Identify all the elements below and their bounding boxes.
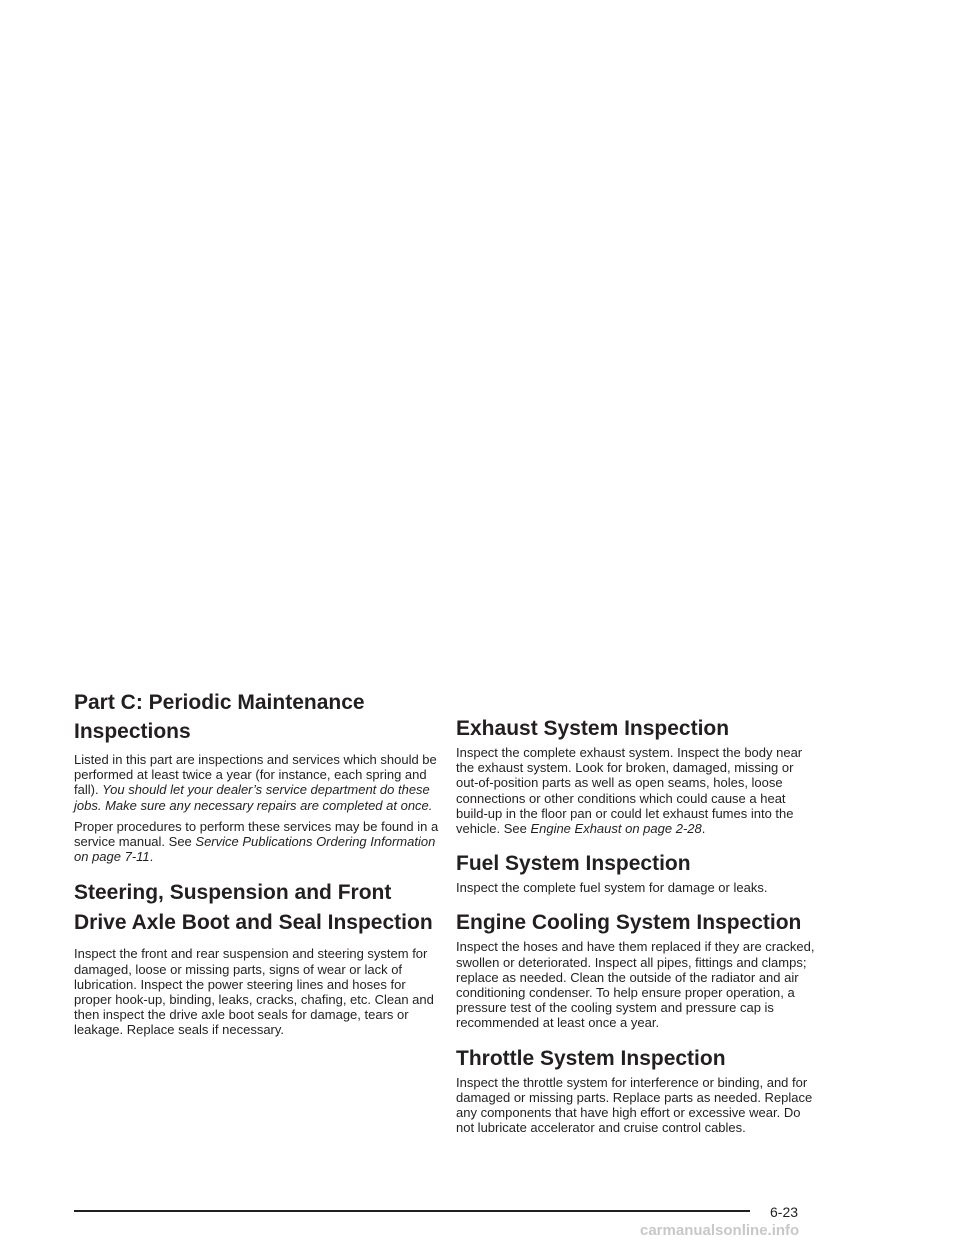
- fuel-heading: Fuel System Inspection: [456, 852, 691, 876]
- intro-paragraph: Listed in this part are inspections and services which should be performed at least twice a year (for instance, each spring and fall). You should let your dealer’s service department do these jobs. Make sure any necessary repairs are completed at once.: [74, 752, 437, 813]
- exhaust-paragraph: Inspect the complete exhaust system. Inspect the body near the exhaust system. Look for broken, damaged, missing or out-of-position parts as well as open seams, holes, loose connections or other conditions which could cause a heat build-up in the floor pan or could let exhaust fumes into the vehicle. See Engine Exhaust on page 2-28.: [456, 745, 803, 837]
- right-column: [456, 717, 818, 1141]
- watermark: carmanualsonline.info: [640, 1222, 800, 1239]
- exhaust-heading: Exhaust System Inspection: [456, 717, 730, 740]
- steering-paragraph: Inspect the front and rear suspension and steering system for damaged, loose or missing parts, signs of wear or lack of lubrication. Inspect the power steering lines and hoses for proper hook-up, binding, leaks, cracks, chafing, etc. Clean and then inspect the drive axle boot seals for damage, tears or leakage. Replace seals if necessary.: [74, 946, 434, 1038]
- cooling-heading: Engine Cooling System Inspection: [456, 911, 802, 935]
- left-column: [74, 688, 439, 1044]
- cooling-paragraph: Inspect the hoses and have them replaced if they are cracked, swollen or deteriorated. Inspect all pipes, fittings and clamps; replace as needed. Clean the outside of the radiator and air conditioning condenser. To help ensure proper operation, a pressure test of the cooling system and pressure cap is recommended at least once a year.: [456, 939, 815, 1031]
- steering-heading: Steering, Suspension and Front Drive Axle Boot and Seal Inspection: [74, 881, 433, 935]
- footer-rule: [74, 1210, 750, 1212]
- page-number: 6-23: [770, 1204, 799, 1220]
- engine-exhaust-link[interactable]: Engine Exhaust on page 2-28: [530, 821, 702, 837]
- throttle-paragraph: Inspect the throttle system for interference or binding, and for damaged or missing parts. Replace parts as needed. Replace any components that have high effort or excessive wear. Do not lubricate accelerator and cruise control cables.: [456, 1074, 813, 1136]
- throttle-heading: Throttle System Inspection: [456, 1046, 726, 1070]
- part-title: Part C: Periodic Maintenance Inspections: [74, 691, 365, 743]
- service-publications-link[interactable]: Service Publications Ordering Information on page 7-11: [74, 834, 436, 865]
- fuel-paragraph: Inspect the complete fuel system for damage or leaks.: [456, 880, 768, 896]
- procedures-paragraph: Proper procedures to perform these services may be found in a service manual. See Service Publications Ordering Information on page 7-11.: [74, 818, 439, 865]
